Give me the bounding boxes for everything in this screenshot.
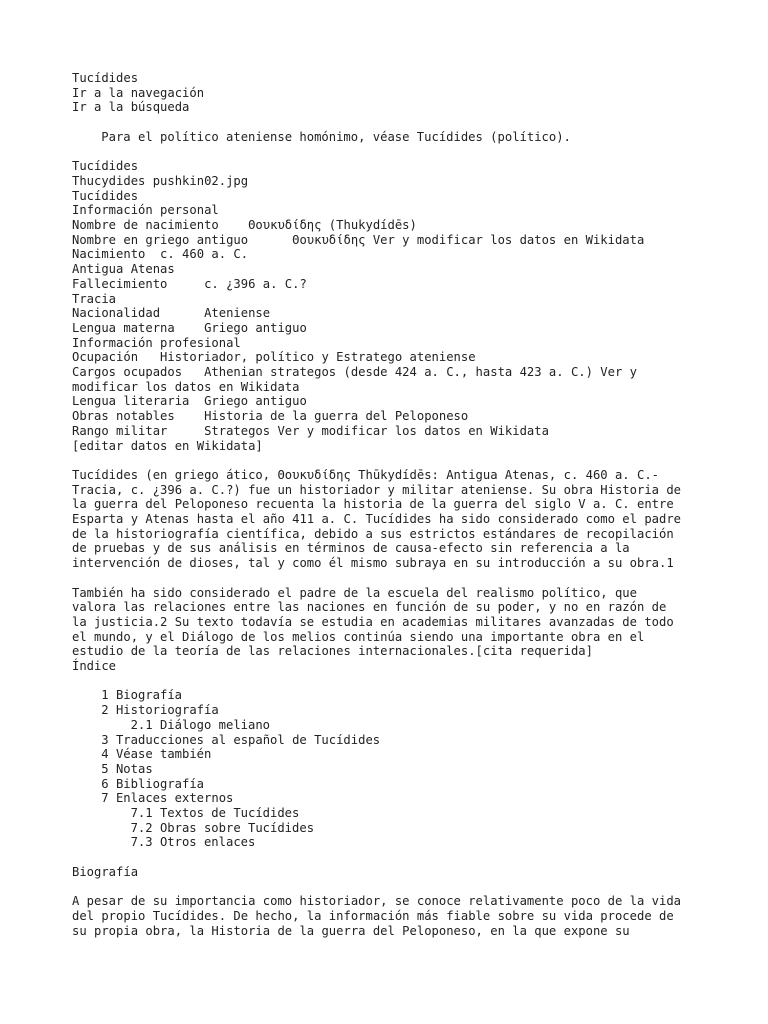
spacer	[72, 880, 728, 895]
infobox-personal-info-heading: Información personal	[72, 203, 219, 218]
toc-item-enlaces-externos[interactable]: 7 Enlaces externos	[101, 791, 234, 806]
infobox-death-row: Fallecimiento c. ¿396 a. C.?	[72, 276, 307, 291]
section-heading-biografia: Biografía	[72, 864, 139, 879]
toc-heading: Índice	[72, 659, 117, 674]
infobox-name: Tucídides	[72, 188, 139, 203]
table-of-contents	[72, 688, 728, 850]
text-line: Tracia, c. ¿396 a. C.?) fue un historiador y militar ateniense. Su obra Historia de	[72, 482, 682, 497]
infobox-nationality-row: Nacionalidad Ateniense	[72, 306, 271, 321]
infobox-title: Tucídides	[72, 159, 139, 174]
skip-to-search-link[interactable]: Ir a la búsqueda	[72, 100, 190, 115]
text-line: el mundo, y el Diálogo de los melios continúa siendo una importante obra en el	[72, 629, 645, 644]
skip-to-navigation-link[interactable]: Ir a la navegación	[72, 85, 205, 100]
text-line: A pesar de su importancia como historiador, se conoce relativamente poco de la vida	[72, 894, 682, 909]
text-line: intervención de dioses, tal y como él mismo subraya en su introducción a su obra.1	[72, 556, 674, 571]
spacer	[72, 453, 728, 468]
text-line: Esparta y Atenas hasta el año 411 a. C. Tucídides ha sido considerado como el padre	[72, 512, 682, 527]
infobox-occupation-row: Ocupación Historiador, político y Estratego ateniense	[72, 350, 476, 365]
infobox-image-caption[interactable]: Thucydides pushkin02.jpg	[72, 173, 249, 188]
toc-item-textos[interactable]: 7.1 Textos de Tucídides	[130, 806, 300, 821]
toc-item-biografia[interactable]: 1 Biografía	[101, 688, 183, 703]
text-line: la justicia.2 Su texto todavía se estudia en academias militares avanzadas de todo	[72, 614, 674, 629]
infobox-professional-info-heading: Información profesional	[72, 335, 241, 350]
spacer	[72, 145, 728, 160]
infobox-death-place[interactable]: Tracia	[72, 291, 117, 306]
spacer	[72, 850, 728, 865]
text-line: de pruebas y de sus análisis en términos de causa-efecto sin referencia a la	[72, 541, 630, 556]
infobox-positions-row: Cargos ocupados Athenian strategos (desde 424 a. C., hasta 423 a. C.) Ver y	[72, 365, 637, 380]
toc-item-notas[interactable]: 5 Notas	[101, 761, 153, 776]
infobox-birth-name-row: Nombre de nacimiento Θουκυδίδης (Thukydídēs)	[72, 218, 417, 232]
toc-item-bibliografia[interactable]: 6 Bibliografía	[101, 776, 205, 791]
toc-item-traducciones[interactable]: 3 Traducciones al español de Tucídides	[101, 732, 381, 747]
toc-item-dialogo-meliano[interactable]: 2.1 Diálogo meliano	[130, 717, 271, 732]
infobox-birth-row: Nacimiento c. 460 a. C.	[72, 247, 249, 262]
toc-item-obras-sobre[interactable]: 7.2 Obras sobre Tucídides	[130, 820, 315, 835]
infobox-mother-tongue-row: Lengua materna Griego antiguo	[72, 320, 307, 335]
intro-paragraph-1	[72, 468, 728, 571]
text-line: valora las relaciones entre las naciones en función de su poder, y no en razón de	[72, 600, 667, 615]
text-line: de la historiografía científica, debido a sus estrictos estándares de recopilación	[72, 526, 674, 541]
spacer	[72, 674, 728, 689]
toc-item-vease-tambien[interactable]: 4 Véase también	[101, 747, 212, 762]
spacer	[72, 115, 728, 130]
text-line: la guerra del Peloponeso recuenta la historia de la guerra del siglo V a. C. entre	[72, 497, 674, 512]
toc-item-historiografia[interactable]: 2 Historiografía	[101, 703, 219, 718]
infobox-literary-language-row: Lengua literaria Griego antiguo	[72, 394, 307, 409]
text-line: estudio de la teoría de las relaciones internacionales.[cita requerida]	[72, 644, 593, 659]
infobox-birth-place[interactable]: Antigua Atenas	[72, 262, 175, 277]
intro-paragraph-2	[72, 586, 728, 660]
toc-item-otros-enlaces[interactable]: 7.3 Otros enlaces	[130, 835, 256, 850]
biography-paragraph	[72, 894, 728, 938]
disambiguation-note: Para el político ateniense homónimo, véase Tucídides (político).	[101, 129, 571, 144]
edit-wikidata-link[interactable]: [editar datos en Wikidata]	[72, 438, 263, 453]
text-line: También ha sido considerado el padre de la escuela del realismo político, que	[72, 585, 637, 600]
infobox-positions-row-continued[interactable]: modificar los datos en Wikidata	[72, 379, 300, 394]
text-line: del propio Tucídides. De hecho, la información más fiable sobre su vida procede de	[72, 908, 674, 923]
text-line: su propia obra, la Historia de la guerra del Peloponeso, en la que expone su	[72, 923, 630, 938]
page-title: Tucídides	[72, 71, 139, 85]
infobox	[72, 159, 728, 453]
text-line: Tucídides (en griego ático, Θουκυδίδης Thūkydídēs: Antigua Atenas, c. 460 a. C.-	[72, 467, 659, 482]
infobox-military-rank-row: Rango militar Strategos Ver y modificar los datos en Wikidata	[72, 423, 549, 438]
infobox-greek-name-row: Nombre en griego antiguo Θουκυδίδης Ver y modificar los datos en Wikidata	[72, 232, 645, 247]
spacer	[72, 571, 728, 586]
infobox-notable-works-row: Obras notables Historia de la guerra del Peloponeso	[72, 409, 469, 424]
